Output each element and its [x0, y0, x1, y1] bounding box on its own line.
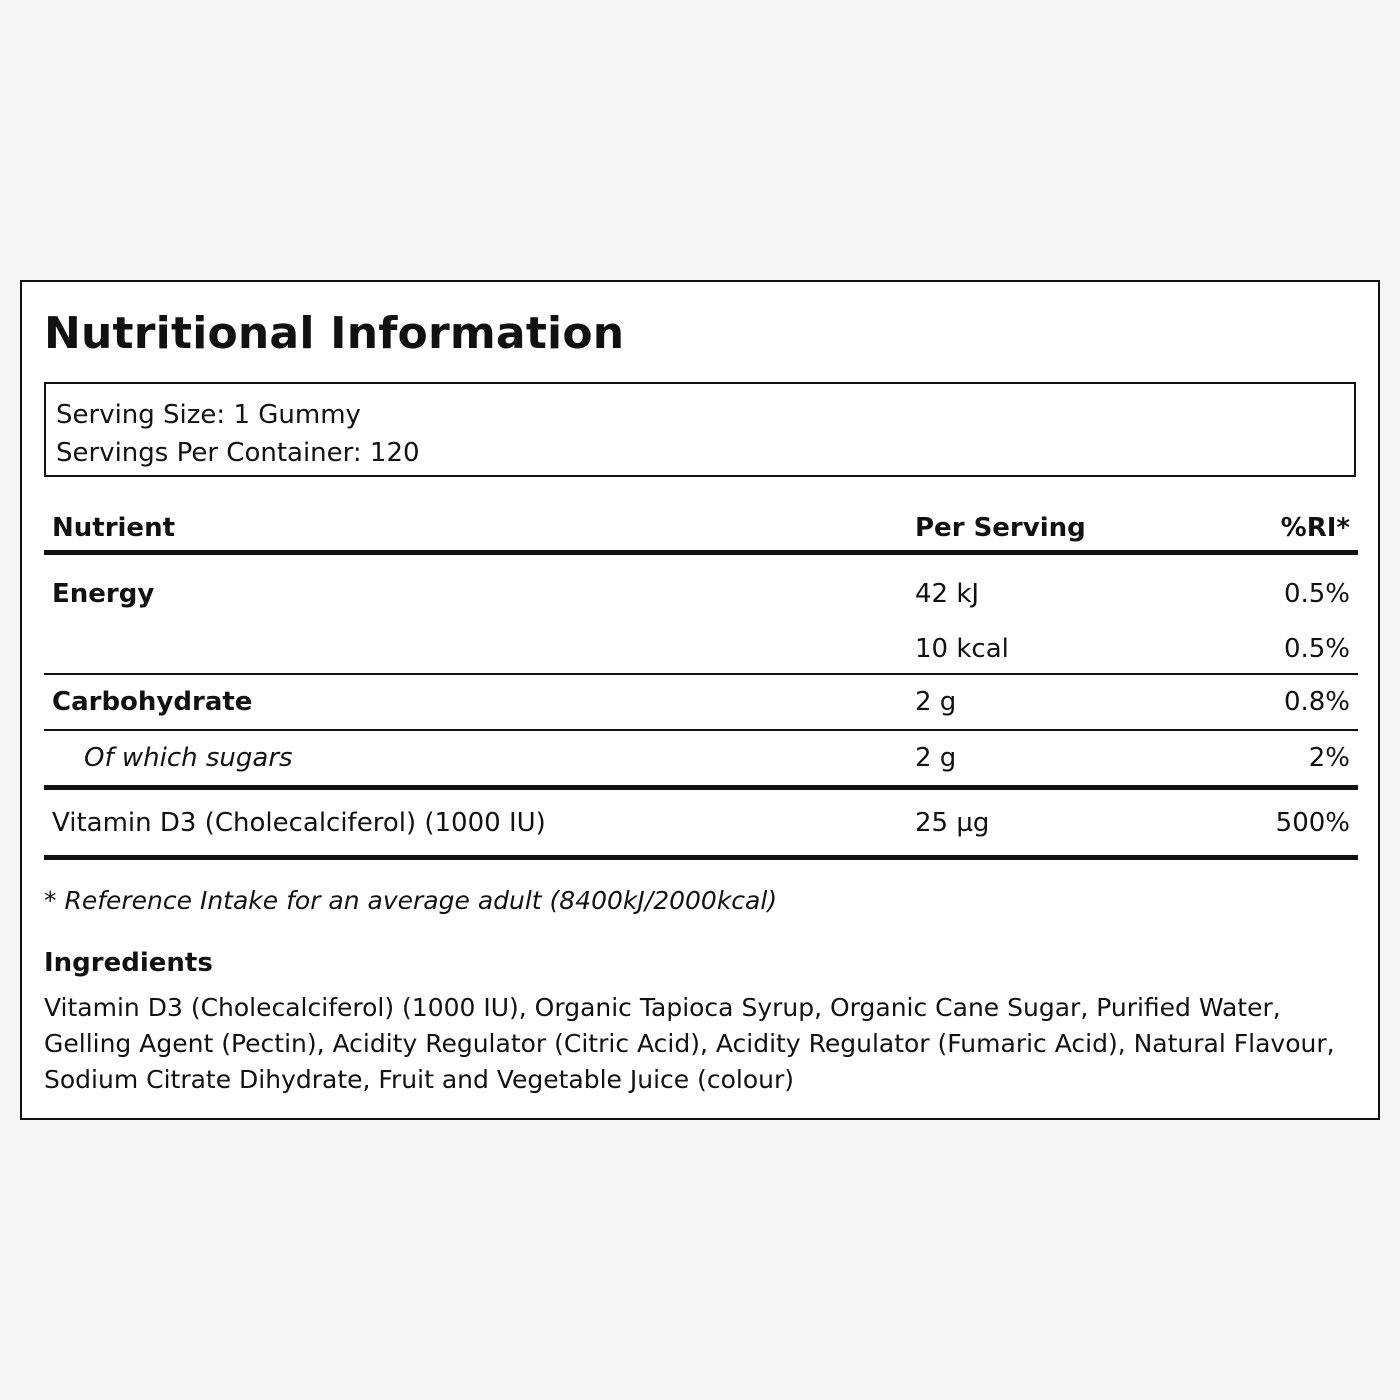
ri-value: 0.5% — [1283, 634, 1350, 664]
nutrient-name: Of which sugars — [84, 743, 293, 773]
serving-size: Serving Size: 1 Gummy — [56, 400, 361, 430]
table-row — [44, 675, 1358, 729]
table-header-row — [44, 502, 1358, 550]
nutrient-name: Energy — [52, 579, 155, 609]
per-serving-value: 2 g — [915, 687, 957, 717]
ingredients-text: Vitamin D3 (Cholecalciferol) (1000 IU), Organic Tapioca Syrup, Organic Cane Sugar, Purified Water, Gelling Agent (Pectin), Acidity Regulator (Citric Acid), Acidity Regulator (Fumaric Acid), Natural Flavour, Sodium Citrate Dihydrate, Fruit and Vegetable Juice (colour) — [44, 993, 1335, 1094]
per-serving-value: 25 µg — [915, 807, 990, 838]
table-row — [44, 731, 1358, 785]
ingredients-heading: Ingredients — [44, 948, 213, 978]
nutrient-name: Vitamin D3 (Cholecalciferol) (1000 IU) — [52, 807, 546, 838]
ri-value: 0.8% — [1283, 687, 1350, 717]
nutrition-panel-content — [44, 282, 1358, 1118]
per-serving-value: 2 g — [915, 743, 957, 773]
header-ri: %RI* — [1280, 513, 1350, 543]
servings-per-container: Servings Per Container: 120 — [56, 438, 420, 468]
per-serving-value: 10 kcal — [915, 634, 1009, 664]
table-row — [44, 790, 1358, 855]
header-nutrient: Nutrient — [52, 513, 176, 543]
header-per-serving: Per Serving — [915, 513, 1086, 543]
table-row — [44, 555, 1358, 625]
serving-info-box — [44, 382, 1356, 477]
ri-value: 0.5% — [1283, 579, 1350, 609]
ri-value: 500% — [1275, 807, 1350, 838]
per-serving-value: 42 kJ — [915, 579, 980, 609]
table-bottom-divider — [44, 855, 1358, 860]
ri-footnote: * Reference Intake for an average adult (8400kJ/2000kcal) — [44, 886, 778, 915]
nutrient-name: Carbohydrate — [52, 687, 253, 717]
nutrient-table — [44, 502, 1358, 860]
table-row — [44, 625, 1358, 673]
page-title: Nutritional Information — [44, 308, 625, 359]
ri-value: 2% — [1308, 743, 1350, 773]
nutrition-panel — [20, 280, 1380, 1120]
